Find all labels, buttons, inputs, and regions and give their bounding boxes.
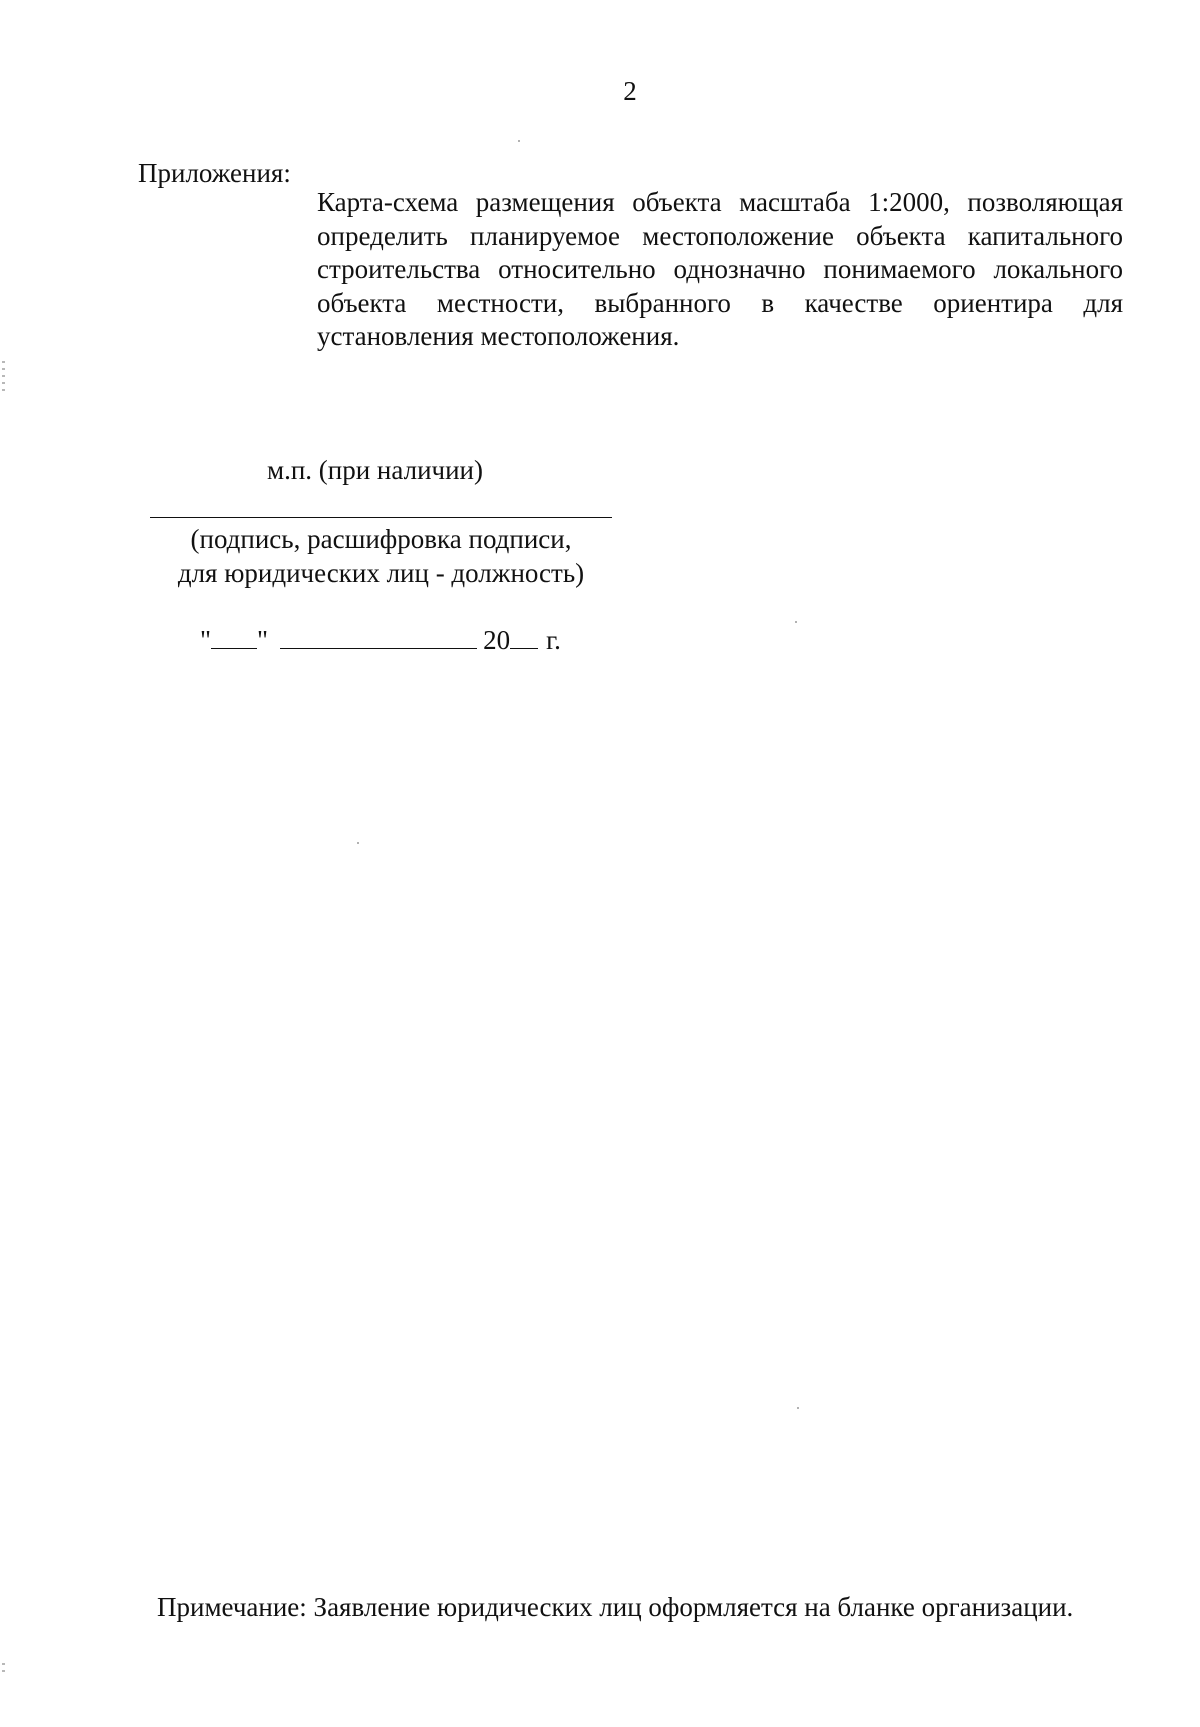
attachments-label: Приложения:: [138, 158, 291, 188]
scan-speck: [797, 1407, 799, 1409]
scan-edge-marks: [2, 356, 10, 396]
stamp-place-label: м.п. (при наличии): [267, 455, 483, 485]
date-quote-close: ": [257, 625, 269, 655]
scan-speck: [795, 621, 797, 623]
signature-caption: [150, 522, 612, 590]
signature-caption-line-2: для юридических лиц - должность): [177, 558, 585, 588]
month-blank: [280, 624, 477, 649]
signature-line: [150, 517, 612, 518]
scan-edge-marks: [2, 1658, 10, 1677]
signature-caption-line-1: (подпись, расшифровка подписи,: [190, 524, 572, 554]
scan-speck: [357, 842, 359, 844]
note-text: Примечание: Заявление юридических лиц оформляется на бланке организации.: [157, 1592, 1074, 1622]
year-suffix: г.: [546, 625, 561, 655]
scan-speck: [518, 140, 520, 142]
date-line: [200, 624, 561, 656]
date-quote-open: ": [200, 625, 212, 655]
day-blank: [211, 624, 257, 649]
year-blank: [510, 624, 538, 649]
year-prefix: 20: [483, 625, 511, 655]
page-number: 2: [623, 76, 637, 106]
attachments-text: Карта-схема размещения объекта масштаба 1:2000, позволяющая определить планируемое местоположение объекта капитального строительства относительно однозначно понимаемого локального объекта местности, выбранного в качестве ориентира для установления местоположения.: [317, 187, 1123, 351]
